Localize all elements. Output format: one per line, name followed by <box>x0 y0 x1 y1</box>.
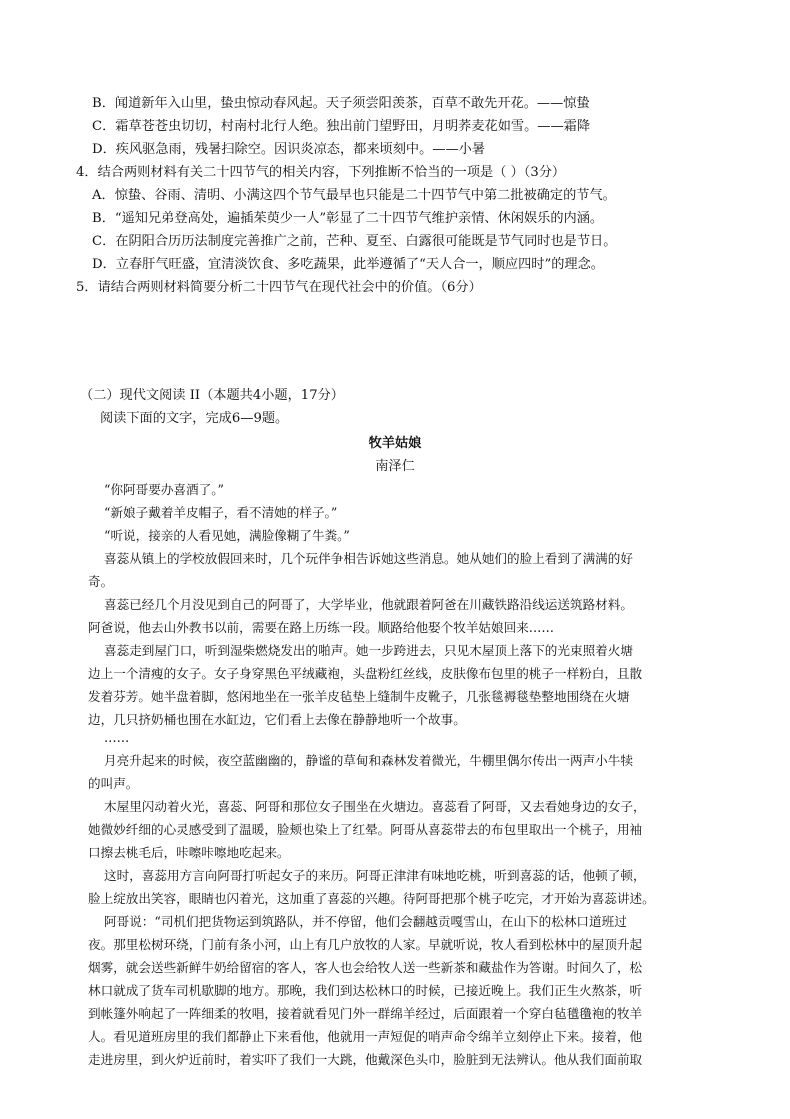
passage-line: 脸上绽放出笑容，眼睛也闪着光，这加重了喜蕊的兴趣。待阿哥把那个桃子吃完，才开始为喜蕊讲述。 <box>88 891 655 906</box>
passage-line: “你阿哥要办喜酒了。” <box>104 482 224 497</box>
passage-line: “新娘子戴着羊皮帽子，看不清她的样子。” <box>104 505 338 520</box>
passage-line: 喜蕊已经几个月没见到自己的阿哥了，大学毕业，他就跟着阿爸在川藏铁路沿线运送筑路材料。 <box>104 597 633 612</box>
passage-line: 阿哥说：“司机们把货物运到筑路队，并不停留，他们会翻越贡嘎雪山，在山下的松林口道班过 <box>104 914 627 929</box>
q4-option-c: C．在阴阳合历历法制度完善推广之前，芒种、夏至、白露很可能既是节气同时也是节日。 <box>92 234 617 249</box>
passage-line: 奇。 <box>88 574 114 589</box>
passage-line: 到帐篷外响起了一阵细柔的牧唱，接着就看见门外一群绵羊经过，后面跟着一个穿白毡氆氇袍的牧羊 <box>88 1006 643 1021</box>
question-5-stem: 5．请结合两则材料简要分析二十四节气在现代社会中的价值。（6分） <box>76 280 482 295</box>
passage-line: 边上一个清瘦的女子。女子身穿黑色平绒藏袍，头盘粉红丝线，皮肤像布包里的桃子一样粉白，且散 <box>88 666 643 681</box>
section-heading: （二）现代文阅读 II（本题共4小题，17分） <box>80 388 344 403</box>
passage-line: 烟雾，就会送些新鲜牛奶给留宿的客人，客人也会给牧人送一些新茶和藏盐作为答谢。时间久了，松 <box>88 960 643 975</box>
passage-line: 夜。那里松树环绕，门前有条小河，山上有几户放牧的人家。早就听说，牧人看到松林中的屋顶升起 <box>88 937 643 952</box>
passage-line: “听说，接亲的人看见她，满脸像糊了牛粪。” <box>104 528 350 543</box>
ellipsis-line: …… <box>104 730 130 745</box>
passage-author: 南泽仁 <box>375 459 415 474</box>
passage-line: 发着芬芳。她半盘着脚，悠闲地坐在一张羊皮毡垫上缝制牛皮靴子，几张毯褥毯垫整地围绕在火塘 <box>88 689 630 704</box>
q4-option-b: B．“遥知兄弟登高处，遍插茱萸少一人”彰显了二十四节气维护亲情、休闲娱乐的内涵。 <box>92 211 604 226</box>
option-d-prev: D．疾风驱急雨，残暑扫除空。因识炎凉态，都来顷刻中。——小暑 <box>92 142 486 157</box>
q4-option-d: D．立春肝气旺盛，宜清淡饮食、多吃蔬果，此举遵循了“天人合一，顺应四时”的理念。 <box>92 257 604 272</box>
passage-line: 的叫声。 <box>88 776 139 791</box>
q4-option-a: A．惊蛰、谷雨、清明、小满这四个节气最早也只能是二十四节气中第二批被确定的节气。 <box>92 188 616 203</box>
question-4-stem: 4．结合两则材料有关二十四节气的相关内容，下列推断不恰当的一项是（ ）（3分） <box>76 165 566 180</box>
passage-line: 这时，喜蕊用方言向阿哥打听起女子的来历。阿哥正津津有味地吃桃，听到喜蕊的话，他顿了顿， <box>104 868 646 883</box>
passage-line: 她微妙纤细的心灵感受到了温暖，脸颊也染上了红晕。阿哥从喜蕊带去的布包里取出一个桃子，用袖 <box>88 822 643 837</box>
passage-line: 林口就成了货车司机歇脚的地方。那晚，我们到达松林口的时候，已接近晚上。我们正生火熬茶，听 <box>88 983 643 998</box>
passage-line: 木屋里闪动着火光，喜蕊、阿哥和那位女子围坐在火塘边。喜蕊看了阿哥，又去看她身边的女子， <box>104 799 646 814</box>
passage-line: 喜蕊走到屋门口，听到湿柴燃烧发出的啪声。她一步跨进去，只见木屋顶上落下的光束照着火塘 <box>104 643 633 658</box>
passage-title: 牧羊姑娘 <box>368 436 422 451</box>
section-instruction: 阅读下面的文字，完成6—9题。 <box>100 411 289 426</box>
passage-line: 月亮升起来的时候，夜空蓝幽幽的，静谧的草甸和森林发着微光，牛棚里偶尔传出一两声小牛犊 <box>104 753 633 768</box>
passage-line: 走进房里，到火炉近前时，着实吓了我们一大跳，他戴深色头巾，脸脏到无法辨认。他从我们面前取 <box>88 1052 643 1067</box>
passage-line: 喜蕊从镇上的学校放假回来时，几个玩伴争相告诉她这些消息。她从她们的脸上看到了满满的好 <box>104 551 633 566</box>
passage-line: 口擦去桃毛后，咔嚓咔嚓地吃起来。 <box>88 845 290 860</box>
passage-line: 阿爸说，他去山外教书以前，需要在路上历练一段。顺路给他娶个牧羊姑娘回来…… <box>88 620 554 635</box>
passage-line: 边，几只挤奶桶也围在水缸边，它们看上去像在静静地听一个故事。 <box>88 712 466 727</box>
option-b-prev: B．闻道新年入山里，蛰虫惊动春风起。天子须尝阳羡茶，百草不敢先开花。——惊蛰 <box>92 96 590 111</box>
option-c-prev: C．霜草苍苍虫切切，村南村北行人绝。独出前门望野田，月明荞麦花如雪。——霜降 <box>92 119 591 134</box>
passage-line: 人。看见道班房里的我们都静止下来看他，他就用一声短促的哨声命令绵羊立刻停止下来。接着，他 <box>88 1029 643 1044</box>
